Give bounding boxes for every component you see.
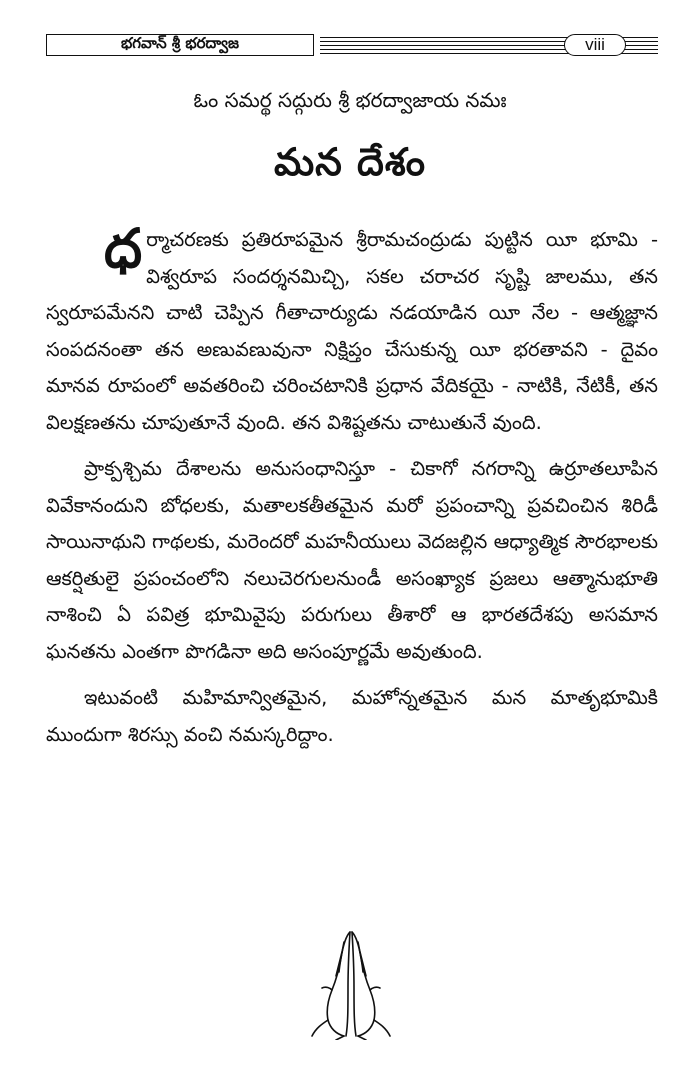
paragraph-1-text: ర్మాచరణకు ప్రతిరూపమైన శ్రీరామచంద్రుడు పుట్టిన యీ భూమి - విశ్వరూప సందర్శనమిచ్చి, సకల చరాచర సృష్టి జాలము, తన స్వరూపమేనని చాటి చెప్పిన గీతాచార్యుడు నడయాడిన యీ నేల - ఆత్మజ్ఞాన సంపదనంతా తన అణువణువునా నిక్షిప్తం చేసుకున్న యీ భరతావని - దైవం మానవ రూపంలో అవతరించి చరించటానికి ప్రధాన వేదికయై - నాటికి, నేటికీ, తన విలక్షణతను చూపుతూనే వుంది. తన విశిష్టతను చాటుతునే వుంది. xyxy=(46,228,658,434)
drop-cap: ధ xyxy=(104,217,143,280)
invocation-line: ఓం సమర్థ సద్గురు శ్రీ భరద్వాజాయ నమః xyxy=(193,88,507,112)
praying-hands-icon xyxy=(306,928,396,1040)
body-text xyxy=(46,217,658,763)
book-title: భగవాన్ శ్రీ భరద్వాజ xyxy=(46,34,314,56)
running-header xyxy=(46,34,658,60)
page-number: viii xyxy=(564,34,626,56)
paragraph-1 xyxy=(46,217,658,441)
paragraph-3: ఇటువంటి మహిమాన్వితమైన, మహోన్నతమైన మన మాతృభూమికి ముందుగా శిరస్సు వంచి నమస్కరిద్దాం. xyxy=(46,686,658,746)
chapter-title: మన దేశం xyxy=(273,140,427,184)
paragraph-2: ప్రాక్పశ్చిమ దేశాలను అనుసంధానిస్తూ - చికాగో నగరాన్ని ఉర్రూతలూపిన వివేకానందుని బోధలకు, మతాలకతీతమైన మరో ప్రపంచాన్ని ప్రవచించిన శిరిడీ సాయినాథుని గాథలకు, మరెందరో మహనీయులు వెదజల్లిన ఆధ్యాత్మిక సౌరభాలకు ఆకర్షితులై ప్రపంచంలోని నలుచెరగులనుండీ అసంఖ్యాక ప్రజలు ఆత్మానుభూతి నాశించి ఏ పవిత్ర భూమివైపు పరుగులు తీశారో ఆ భారతదేశపు అసమాన ఘనతను ఎంతగా పొగడినా అది అసంపూర్ణమే అవుతుంది. xyxy=(46,457,658,663)
